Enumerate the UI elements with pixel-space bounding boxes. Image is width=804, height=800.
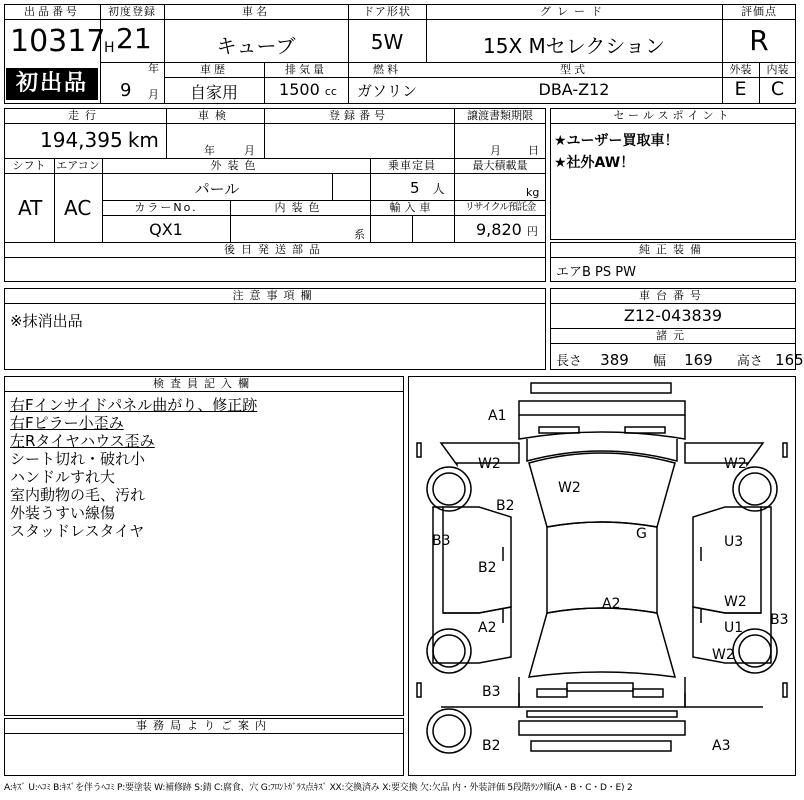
shift: AT: [18, 196, 43, 220]
fuel-header: 燃料: [348, 62, 426, 78]
width: 169: [684, 351, 713, 369]
first-reg-month: 9: [120, 80, 132, 101]
legend: A:ｷｽﾞ U:ﾍｺﾐ B:ｷｽﾞを伴うﾍｺﾐ P:要塗装 W:補修跡 S:錆 C:腐食、穴 G:ﾌﾛﾝﾄｶﾞﾗｽ点ｷｽﾞ XX:交換済み X:要交換 欠:欠品 内・外装評価 5段階ﾗﾝｸ順(A・B・C・D・E) 2: [4, 783, 633, 793]
history: 自家用: [189, 83, 238, 102]
month-unit: 月: [148, 88, 159, 101]
damage-mark: A1: [488, 408, 507, 424]
damage-mark: W2: [724, 456, 747, 472]
recycle-value: 9,820: [476, 220, 522, 239]
damage-mark: G: [636, 526, 647, 542]
inspector-line: シート切れ・破れ小: [10, 450, 146, 468]
ac-header: エアコン: [54, 158, 102, 174]
color-no-header: カラーNo.: [102, 200, 230, 216]
recycle: [476, 220, 538, 239]
model-code-header: 型式: [426, 62, 722, 78]
office-header: 事務局よりご案内: [4, 718, 404, 734]
mileage-header: 走行: [4, 108, 166, 124]
damage-mark: U1: [724, 620, 744, 636]
damage-mark: W2: [478, 456, 501, 472]
sales-points-block: [550, 108, 796, 240]
damage-mark: A2: [602, 596, 621, 612]
displacement: [268, 80, 348, 99]
model-code: DBA-Z12: [538, 80, 610, 99]
max-load-header: 最大積載量: [454, 158, 546, 174]
first-reg-year: 21: [116, 22, 152, 55]
damage-mark: U3: [724, 534, 744, 550]
sales-point-2: ★社外AW！: [554, 155, 635, 171]
damage-mark: A2: [478, 620, 497, 636]
transfer-day: 日: [528, 144, 539, 157]
int-color-header: 内装色: [230, 200, 370, 216]
score-header: 評価点: [722, 4, 796, 20]
inspector-line: 外装うすい線傷: [10, 504, 116, 522]
inspector-line: 右Fピラー小歪み: [10, 414, 124, 432]
displacement-value: 1500: [279, 80, 320, 99]
car-name-header: 車名: [164, 4, 348, 20]
damage-mark: B2: [482, 738, 501, 754]
inspector-header: 検査員記入欄: [4, 376, 404, 392]
sales-point-1: ★ユーザー買取車！: [554, 133, 679, 149]
inspector-line: 右Fインサイドパネル曲がり、修正跡: [10, 396, 258, 414]
era: H: [104, 40, 115, 56]
interior-score: C: [770, 78, 785, 100]
inspector-line: 左Rタイヤハウス歪み: [10, 432, 155, 450]
notes-header: 注意事項欄: [4, 288, 546, 304]
lot-no-header: 出品番号: [4, 4, 100, 20]
overall-score: R: [749, 24, 769, 57]
damage-mark: W2: [558, 480, 581, 496]
car-diagram-svg: [409, 377, 797, 777]
transfer-month: 月: [490, 144, 501, 157]
inspection-month: 月: [244, 144, 255, 157]
damage-mark: W2: [724, 594, 747, 610]
mileage: [40, 128, 159, 152]
later-parts-header: 後日発送部品: [4, 242, 546, 258]
recycle-header: リサイクル預託金: [454, 200, 546, 216]
dims: [556, 350, 804, 369]
max-load-unit: kg: [526, 186, 540, 199]
reg-no-header: 登録番号: [264, 108, 454, 124]
damage-mark: B2: [496, 498, 515, 514]
car-name: キューブ: [216, 34, 296, 58]
interior-header: 内装: [759, 62, 796, 78]
damage-diagram: [408, 376, 796, 776]
inspector-line: ハンドルすれ大: [10, 468, 116, 486]
genuine-header: 純正装備: [550, 242, 796, 258]
displacement-unit: cc: [324, 85, 337, 98]
shift-header: シフト: [4, 158, 54, 174]
ext-color: パール: [194, 180, 240, 198]
displacement-header: 排気量: [264, 62, 348, 78]
color-no: QX1: [149, 220, 183, 239]
mileage-unit: km: [127, 128, 159, 152]
width-label: 幅: [652, 354, 666, 369]
exterior-header: 外装: [722, 62, 759, 78]
chassis-header: 車台番号: [550, 288, 796, 304]
recycle-unit: 円: [526, 225, 538, 238]
inspector-line: スタッドレスタイヤ: [10, 522, 145, 540]
lot-number: 10317: [10, 24, 106, 59]
genuine-equipment: エアB PS PW: [556, 265, 636, 280]
damage-mark: B3: [770, 612, 789, 628]
height: 165: [775, 351, 804, 369]
ac: AC: [64, 196, 92, 220]
damage-mark: B3: [432, 533, 451, 549]
sales-points-header: セールスポイント: [550, 108, 796, 124]
capacity-value: 5: [410, 179, 420, 197]
inspection-year: 年: [204, 144, 215, 157]
inspector-lines: [10, 396, 257, 540]
first-reg-header: 初度登録: [100, 4, 164, 20]
year-unit: 年: [148, 62, 159, 75]
damage-mark: W2: [712, 647, 735, 663]
inspection-header: 車検: [166, 108, 264, 124]
fuel: ガソリン: [356, 82, 417, 100]
import-header: 輸入車: [370, 200, 454, 216]
first-listing-badge: 初出品: [6, 68, 98, 100]
notes: ※抹消出品: [10, 312, 83, 330]
damage-mark: B2: [478, 560, 497, 576]
int-color-unit: 系: [354, 228, 365, 241]
inspector-line: 室内動物の毛、汚れ: [10, 486, 146, 504]
door-type: 5W: [370, 30, 404, 54]
door-header: ドア形状: [348, 4, 426, 20]
history-header: 車歴: [164, 62, 264, 78]
capacity-header: 乗車定員: [370, 158, 454, 174]
chassis-number: Z12-043839: [623, 306, 723, 325]
mileage-value: 194,395: [40, 128, 123, 152]
transfer-header: 譲渡書類期限: [454, 108, 546, 124]
damage-mark: A3: [712, 738, 731, 754]
length: 389: [600, 351, 629, 369]
dims-header: 諸元: [550, 328, 796, 344]
height-label: 高さ: [736, 354, 763, 369]
capacity: [410, 178, 445, 197]
damage-mark: B3: [482, 684, 501, 700]
capacity-unit: 人: [432, 182, 445, 196]
grade: 15X Mセレクション: [483, 34, 665, 58]
exterior-score: E: [734, 78, 747, 100]
length-label: 長さ: [556, 354, 583, 369]
ext-color-header: 外装色: [102, 158, 370, 174]
grade-header: グレード: [426, 4, 722, 20]
